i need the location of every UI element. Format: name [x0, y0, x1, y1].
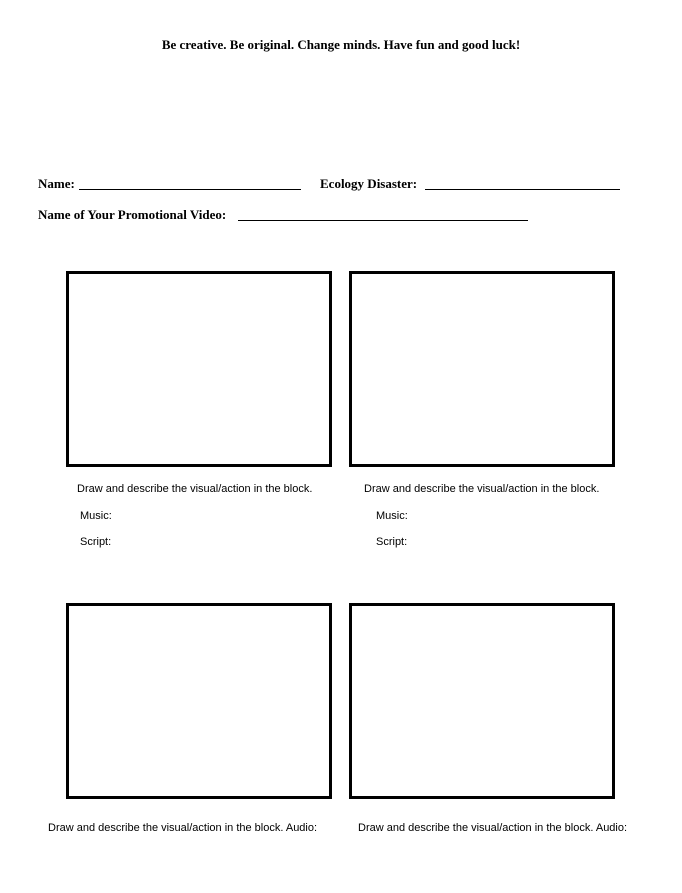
storyboard-frame-top-right[interactable] — [349, 271, 615, 467]
script-label-top-left: Script: — [80, 536, 112, 548]
page-title: Be creative. Be original. Change minds. Have fun and good luck! — [161, 37, 521, 52]
music-label-top-left: Music: — [80, 510, 112, 522]
ecology-disaster-label: Ecology Disaster: — [320, 176, 418, 191]
storyboard-frame-bottom-right[interactable] — [349, 603, 615, 799]
video-name-label: Name of Your Promotional Video: — [38, 207, 227, 222]
name-field[interactable] — [79, 189, 301, 190]
name-label: Name: — [38, 176, 75, 191]
ecology-disaster-field[interactable] — [425, 189, 620, 190]
storyboard-frame-top-left[interactable] — [66, 271, 332, 467]
storyboard-frame-bottom-left[interactable] — [66, 603, 332, 799]
instruction-bottom-right: Draw and describe the visual/action in the block. Audio: — [358, 822, 628, 834]
instruction-top-right: Draw and describe the visual/action in the block. — [364, 483, 600, 495]
instruction-bottom-left: Draw and describe the visual/action in the block. Audio: — [48, 822, 318, 834]
music-label-top-right: Music: — [376, 510, 408, 522]
script-label-top-right: Script: — [376, 536, 408, 548]
video-name-field[interactable] — [238, 220, 528, 221]
instruction-top-left: Draw and describe the visual/action in the block. — [77, 483, 313, 495]
